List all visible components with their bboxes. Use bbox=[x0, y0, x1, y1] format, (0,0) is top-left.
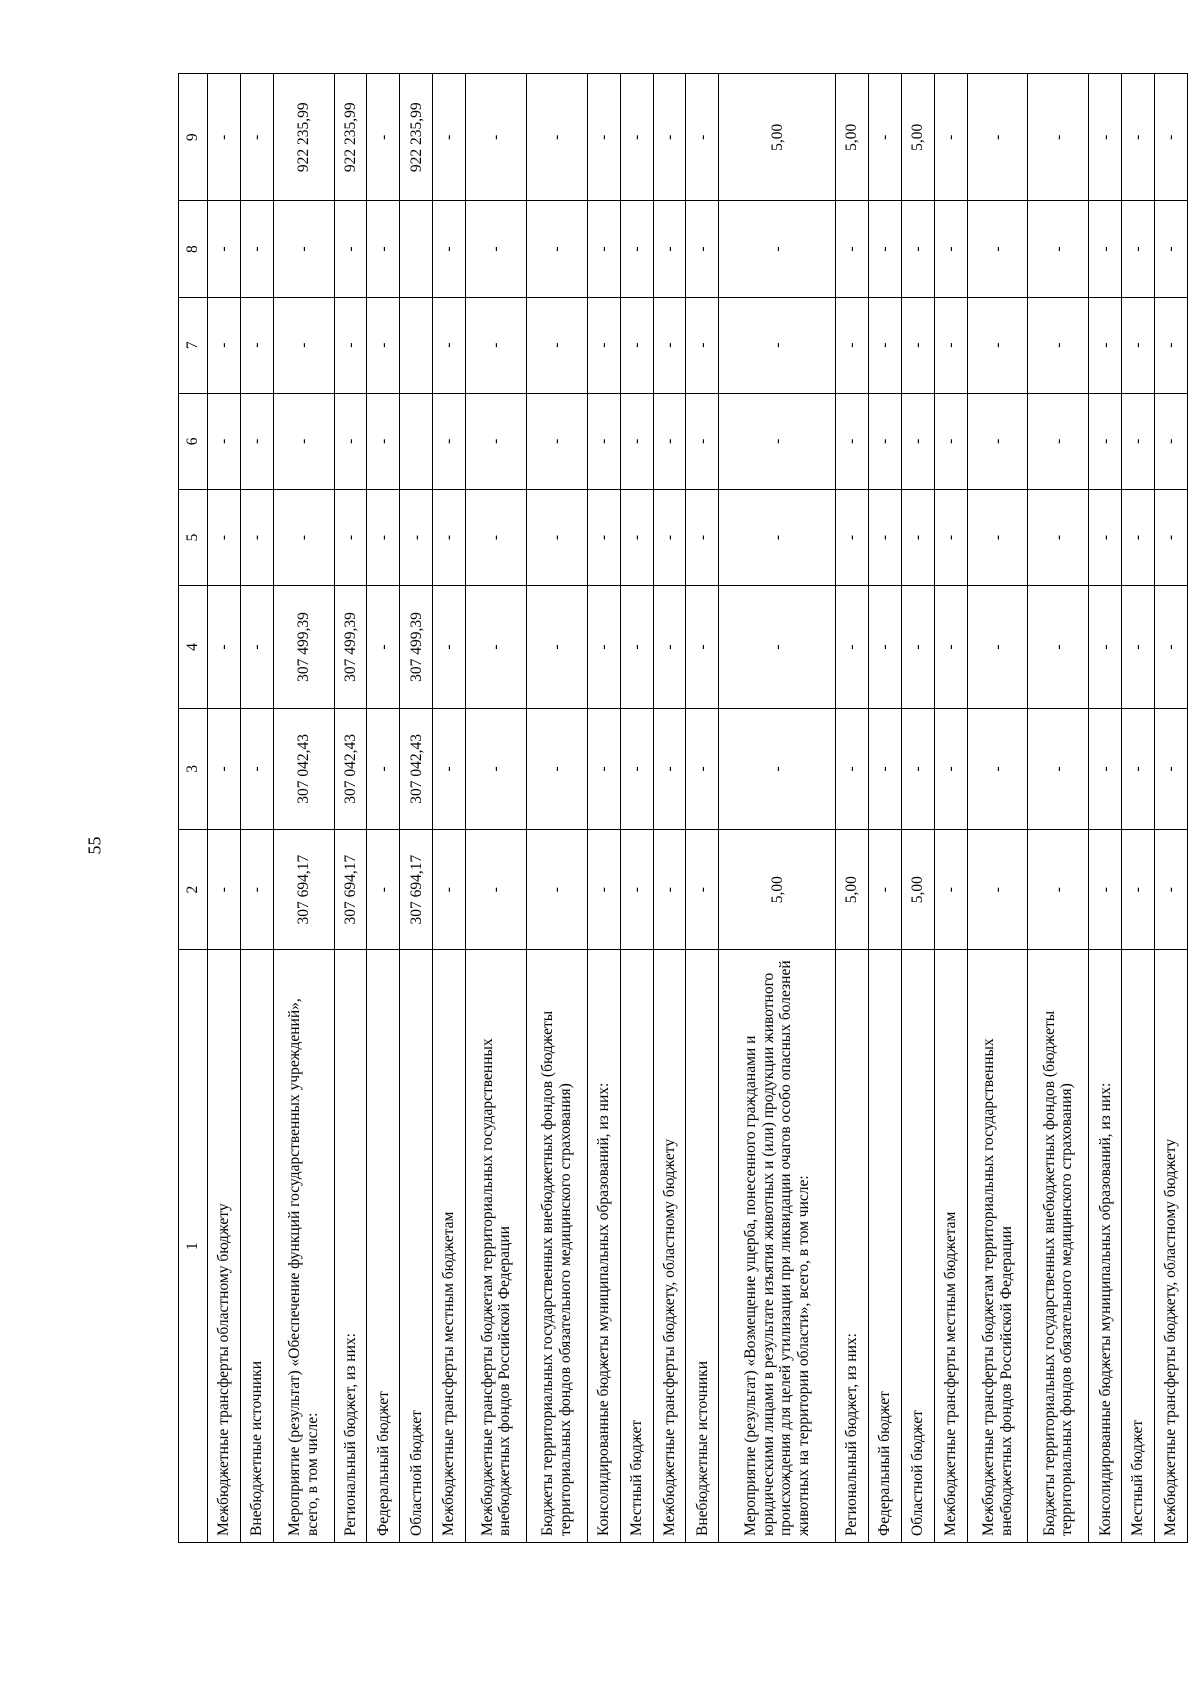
row-label: Межбюджетные трансферты бюджетам территориальных государственных внебюджетных фондов Российской Федерации bbox=[466, 950, 527, 1543]
table-row bbox=[208, 74, 241, 1543]
cell-col-7: - bbox=[1028, 297, 1089, 393]
rotated-table-frame bbox=[178, 73, 1188, 1543]
cell-col-7: - bbox=[967, 297, 1028, 393]
cell-col-7: - bbox=[466, 297, 527, 393]
cell-col-8 bbox=[400, 201, 433, 297]
cell-col-5: - bbox=[934, 489, 967, 585]
table-row bbox=[1028, 74, 1089, 1543]
cell-col-3: - bbox=[719, 709, 836, 830]
row-label: Региональный бюджет, из них: bbox=[836, 950, 869, 1543]
cell-col-8: - bbox=[208, 201, 241, 297]
cell-col-7: - bbox=[719, 297, 836, 393]
cell-col-7: - bbox=[836, 297, 869, 393]
column-header-2: 2 bbox=[179, 829, 208, 950]
cell-col-8: - bbox=[967, 201, 1028, 297]
column-header-7: 7 bbox=[179, 297, 208, 393]
cell-col-2: - bbox=[1028, 829, 1089, 950]
cell-col-3: - bbox=[587, 709, 620, 830]
cell-col-2: - bbox=[208, 829, 241, 950]
cell-col-9: 5,00 bbox=[901, 74, 934, 201]
cell-col-4: - bbox=[433, 586, 466, 709]
cell-col-4: - bbox=[967, 586, 1028, 709]
table-row bbox=[433, 74, 466, 1543]
cell-col-6: - bbox=[653, 393, 686, 489]
cell-col-5: - bbox=[1028, 489, 1089, 585]
table-row bbox=[367, 74, 400, 1543]
cell-col-5: - bbox=[400, 489, 433, 585]
column-header-1: 1 bbox=[179, 950, 208, 1543]
column-header-5: 5 bbox=[179, 489, 208, 585]
cell-col-5: - bbox=[719, 489, 836, 585]
rotated-table-content bbox=[178, 73, 1188, 1543]
cell-col-7: - bbox=[901, 297, 934, 393]
table-row bbox=[719, 74, 836, 1543]
cell-col-5: - bbox=[1155, 489, 1188, 585]
table-body bbox=[208, 74, 1188, 1543]
cell-col-9: - bbox=[240, 74, 273, 201]
cell-col-4: 307 499,39 bbox=[273, 586, 334, 709]
cell-col-5: - bbox=[620, 489, 653, 585]
cell-col-4: - bbox=[1122, 586, 1155, 709]
cell-col-7: - bbox=[653, 297, 686, 393]
cell-col-2: 5,00 bbox=[719, 829, 836, 950]
row-label: Бюджеты территориальных государственных внебюджетных фондов (бюджеты территориальных фондов обязательного медицинского страхования) bbox=[1028, 950, 1089, 1543]
cell-col-7: - bbox=[526, 297, 587, 393]
row-label: Межбюджетные трансферты областному бюджету bbox=[208, 950, 241, 1543]
cell-col-4: - bbox=[1089, 586, 1122, 709]
cell-col-3: - bbox=[526, 709, 587, 830]
cell-col-9: - bbox=[433, 74, 466, 201]
cell-col-8: - bbox=[1089, 201, 1122, 297]
cell-col-6: - bbox=[719, 393, 836, 489]
cell-col-3: - bbox=[967, 709, 1028, 830]
row-label: Региональный бюджет, из них: bbox=[334, 950, 367, 1543]
cell-col-3: - bbox=[1028, 709, 1089, 830]
row-label: Федеральный бюджет bbox=[367, 950, 400, 1543]
table-row bbox=[901, 74, 934, 1543]
cell-col-5: - bbox=[367, 489, 400, 585]
cell-col-5: - bbox=[587, 489, 620, 585]
cell-col-5: - bbox=[466, 489, 527, 585]
cell-col-8: - bbox=[869, 201, 902, 297]
cell-col-3: - bbox=[1122, 709, 1155, 830]
cell-col-5: - bbox=[273, 489, 334, 585]
cell-col-2: - bbox=[967, 829, 1028, 950]
cell-col-2: - bbox=[620, 829, 653, 950]
cell-col-4: - bbox=[587, 586, 620, 709]
cell-col-7: - bbox=[1155, 297, 1188, 393]
cell-col-9: 5,00 bbox=[836, 74, 869, 201]
cell-col-8: - bbox=[901, 201, 934, 297]
cell-col-7: - bbox=[273, 297, 334, 393]
cell-col-8: - bbox=[526, 201, 587, 297]
row-label: Областной бюджет bbox=[400, 950, 433, 1543]
cell-col-3: - bbox=[869, 709, 902, 830]
cell-col-2: - bbox=[686, 829, 719, 950]
cell-col-3: 307 042,43 bbox=[334, 709, 367, 830]
cell-col-8: - bbox=[367, 201, 400, 297]
column-header-8: 8 bbox=[179, 201, 208, 297]
cell-col-5: - bbox=[1089, 489, 1122, 585]
row-label: Бюджеты территориальных государственных внебюджетных фондов (бюджеты территориальных фондов обязательного медицинского страхования) bbox=[526, 950, 587, 1543]
column-header-6: 6 bbox=[179, 393, 208, 489]
header-row bbox=[179, 74, 208, 1543]
row-label: Межбюджетные трансферты бюджету, областному бюджету bbox=[1155, 950, 1188, 1543]
table-row bbox=[400, 74, 433, 1543]
table-row bbox=[240, 74, 273, 1543]
cell-col-4: - bbox=[653, 586, 686, 709]
budget-table bbox=[178, 73, 1188, 1543]
cell-col-5: - bbox=[433, 489, 466, 585]
cell-col-5: - bbox=[208, 489, 241, 585]
cell-col-5: - bbox=[240, 489, 273, 585]
cell-col-4: - bbox=[901, 586, 934, 709]
cell-col-5: - bbox=[686, 489, 719, 585]
row-label: Областной бюджет bbox=[901, 950, 934, 1543]
cell-col-2: 307 694,17 bbox=[334, 829, 367, 950]
cell-col-4: - bbox=[620, 586, 653, 709]
cell-col-3: - bbox=[1155, 709, 1188, 830]
cell-col-8: - bbox=[334, 201, 367, 297]
cell-col-9: - bbox=[367, 74, 400, 201]
cell-col-7: - bbox=[208, 297, 241, 393]
cell-col-9: - bbox=[1155, 74, 1188, 201]
cell-col-7: - bbox=[1122, 297, 1155, 393]
cell-col-4: 307 499,39 bbox=[400, 586, 433, 709]
cell-col-4: - bbox=[466, 586, 527, 709]
cell-col-6: - bbox=[587, 393, 620, 489]
cell-col-9: - bbox=[1028, 74, 1089, 201]
cell-col-6: - bbox=[208, 393, 241, 489]
cell-col-3: - bbox=[208, 709, 241, 830]
cell-col-6: - bbox=[240, 393, 273, 489]
cell-col-3: - bbox=[686, 709, 719, 830]
table-row bbox=[653, 74, 686, 1543]
cell-col-3: - bbox=[653, 709, 686, 830]
cell-col-6: - bbox=[1155, 393, 1188, 489]
cell-col-2: - bbox=[466, 829, 527, 950]
cell-col-8: - bbox=[433, 201, 466, 297]
cell-col-8: - bbox=[836, 201, 869, 297]
cell-col-3: - bbox=[367, 709, 400, 830]
cell-col-7: - bbox=[433, 297, 466, 393]
cell-col-2: - bbox=[653, 829, 686, 950]
table-row bbox=[526, 74, 587, 1543]
cell-col-7: - bbox=[620, 297, 653, 393]
cell-col-5: - bbox=[869, 489, 902, 585]
cell-col-9: - bbox=[587, 74, 620, 201]
cell-col-4: - bbox=[1028, 586, 1089, 709]
row-label: Консолидированные бюджеты муниципальных образований, из них: bbox=[1089, 950, 1122, 1543]
cell-col-4: - bbox=[240, 586, 273, 709]
cell-col-8: - bbox=[1155, 201, 1188, 297]
cell-col-5: - bbox=[836, 489, 869, 585]
cell-col-9: - bbox=[967, 74, 1028, 201]
cell-col-6: - bbox=[836, 393, 869, 489]
cell-col-6: - bbox=[466, 393, 527, 489]
row-label: Межбюджетные трансферты местным бюджетам bbox=[433, 950, 466, 1543]
cell-col-8: - bbox=[240, 201, 273, 297]
cell-col-8: - bbox=[466, 201, 527, 297]
cell-col-8: - bbox=[719, 201, 836, 297]
cell-col-7 bbox=[400, 297, 433, 393]
page-number: 55 bbox=[84, 836, 105, 855]
cell-col-9: - bbox=[1089, 74, 1122, 201]
cell-col-9: - bbox=[1122, 74, 1155, 201]
cell-col-5: - bbox=[334, 489, 367, 585]
cell-col-5: - bbox=[526, 489, 587, 585]
cell-col-5: - bbox=[967, 489, 1028, 585]
cell-col-4: - bbox=[934, 586, 967, 709]
cell-col-6: - bbox=[1122, 393, 1155, 489]
row-label: Консолидированные бюджеты муниципальных образований, из них: bbox=[587, 950, 620, 1543]
cell-col-5: - bbox=[901, 489, 934, 585]
cell-col-2: - bbox=[1155, 829, 1188, 950]
cell-col-9: 922 235,99 bbox=[334, 74, 367, 201]
cell-col-7: - bbox=[367, 297, 400, 393]
table-row bbox=[466, 74, 527, 1543]
cell-col-8: - bbox=[1122, 201, 1155, 297]
row-label: Мероприятие (результат) «Обеспечение функций государственных учреждений», всего, в том числе: bbox=[273, 950, 334, 1543]
table-row bbox=[686, 74, 719, 1543]
cell-col-2: - bbox=[240, 829, 273, 950]
row-label: Местный бюджет bbox=[620, 950, 653, 1543]
cell-col-9: 922 235,99 bbox=[400, 74, 433, 201]
cell-col-3: - bbox=[1089, 709, 1122, 830]
cell-col-6: - bbox=[1028, 393, 1089, 489]
cell-col-2: - bbox=[526, 829, 587, 950]
cell-col-4: - bbox=[208, 586, 241, 709]
cell-col-7: - bbox=[934, 297, 967, 393]
cell-col-6: - bbox=[869, 393, 902, 489]
cell-col-9: - bbox=[869, 74, 902, 201]
cell-col-9: - bbox=[686, 74, 719, 201]
cell-col-2: 5,00 bbox=[836, 829, 869, 950]
cell-col-6: - bbox=[967, 393, 1028, 489]
table-row bbox=[836, 74, 869, 1543]
cell-col-3: 307 042,43 bbox=[273, 709, 334, 830]
cell-col-9: - bbox=[620, 74, 653, 201]
row-label: Местный бюджет bbox=[1122, 950, 1155, 1543]
table-row bbox=[620, 74, 653, 1543]
cell-col-9: - bbox=[466, 74, 527, 201]
cell-col-9: 922 235,99 bbox=[273, 74, 334, 201]
table-row bbox=[934, 74, 967, 1543]
cell-col-8: - bbox=[620, 201, 653, 297]
cell-col-3: - bbox=[901, 709, 934, 830]
cell-col-4: - bbox=[686, 586, 719, 709]
table-row bbox=[1155, 74, 1188, 1543]
table-row bbox=[587, 74, 620, 1543]
cell-col-2: 307 694,17 bbox=[273, 829, 334, 950]
cell-col-8: - bbox=[686, 201, 719, 297]
cell-col-7: - bbox=[587, 297, 620, 393]
cell-col-2: - bbox=[367, 829, 400, 950]
cell-col-2: - bbox=[587, 829, 620, 950]
table-row bbox=[273, 74, 334, 1543]
cell-col-3: 307 042,43 bbox=[400, 709, 433, 830]
cell-col-6: - bbox=[526, 393, 587, 489]
row-label: Внебюджетные источники bbox=[240, 950, 273, 1543]
cell-col-6: - bbox=[334, 393, 367, 489]
cell-col-7: - bbox=[334, 297, 367, 393]
cell-col-6 bbox=[400, 393, 433, 489]
cell-col-6: - bbox=[367, 393, 400, 489]
column-header-9: 9 bbox=[179, 74, 208, 201]
cell-col-6: - bbox=[934, 393, 967, 489]
table-row bbox=[967, 74, 1028, 1543]
cell-col-3: - bbox=[836, 709, 869, 830]
cell-col-2: - bbox=[433, 829, 466, 950]
cell-col-6: - bbox=[273, 393, 334, 489]
cell-col-9: 5,00 bbox=[719, 74, 836, 201]
cell-col-8: - bbox=[273, 201, 334, 297]
column-header-4: 4 bbox=[179, 586, 208, 709]
cell-col-8: - bbox=[1028, 201, 1089, 297]
row-label: Внебюджетные источники bbox=[686, 950, 719, 1543]
cell-col-2: 5,00 bbox=[901, 829, 934, 950]
cell-col-6: - bbox=[901, 393, 934, 489]
cell-col-2: - bbox=[869, 829, 902, 950]
cell-col-4: - bbox=[367, 586, 400, 709]
cell-col-3: - bbox=[240, 709, 273, 830]
cell-col-9: - bbox=[526, 74, 587, 201]
cell-col-7: - bbox=[869, 297, 902, 393]
cell-col-9: - bbox=[208, 74, 241, 201]
cell-col-8: - bbox=[653, 201, 686, 297]
cell-col-6: - bbox=[433, 393, 466, 489]
cell-col-2: - bbox=[1089, 829, 1122, 950]
cell-col-7: - bbox=[1089, 297, 1122, 393]
row-label: Федеральный бюджет bbox=[869, 950, 902, 1543]
row-label: Межбюджетные трансферты бюджету, областному бюджету bbox=[653, 950, 686, 1543]
cell-col-8: - bbox=[587, 201, 620, 297]
row-label: Мероприятие (результат) «Возмещение ущерба, понесенного гражданами и юридическими лицами в результате изъятия животных и (или) продукции животного происхождения для целей утилизации при ликвидации очагов особо опасных болезней животных на территории области», всего, в том числе: bbox=[719, 950, 836, 1543]
cell-col-4: 307 499,39 bbox=[334, 586, 367, 709]
row-label: Межбюджетные трансферты местным бюджетам bbox=[934, 950, 967, 1543]
cell-col-4: - bbox=[1155, 586, 1188, 709]
cell-col-3: - bbox=[433, 709, 466, 830]
cell-col-8: - bbox=[934, 201, 967, 297]
table-row bbox=[869, 74, 902, 1543]
table-header bbox=[179, 74, 208, 1543]
cell-col-4: - bbox=[836, 586, 869, 709]
cell-col-6: - bbox=[686, 393, 719, 489]
cell-col-5: - bbox=[653, 489, 686, 585]
table-row bbox=[1089, 74, 1122, 1543]
cell-col-2: 307 694,17 bbox=[400, 829, 433, 950]
cell-col-3: - bbox=[620, 709, 653, 830]
cell-col-9: - bbox=[653, 74, 686, 201]
cell-col-3: - bbox=[934, 709, 967, 830]
cell-col-7: - bbox=[240, 297, 273, 393]
cell-col-9: - bbox=[934, 74, 967, 201]
cell-col-4: - bbox=[526, 586, 587, 709]
cell-col-4: - bbox=[719, 586, 836, 709]
column-header-3: 3 bbox=[179, 709, 208, 830]
cell-col-6: - bbox=[620, 393, 653, 489]
table-row bbox=[334, 74, 367, 1543]
cell-col-3: - bbox=[466, 709, 527, 830]
cell-col-4: - bbox=[869, 586, 902, 709]
cell-col-5: - bbox=[1122, 489, 1155, 585]
cell-col-2: - bbox=[934, 829, 967, 950]
cell-col-6: - bbox=[1089, 393, 1122, 489]
cell-col-7: - bbox=[686, 297, 719, 393]
cell-col-2: - bbox=[1122, 829, 1155, 950]
row-label: Межбюджетные трансферты бюджетам территориальных государственных внебюджетных фондов Российской Федерации bbox=[967, 950, 1028, 1543]
table-row bbox=[1122, 74, 1155, 1543]
